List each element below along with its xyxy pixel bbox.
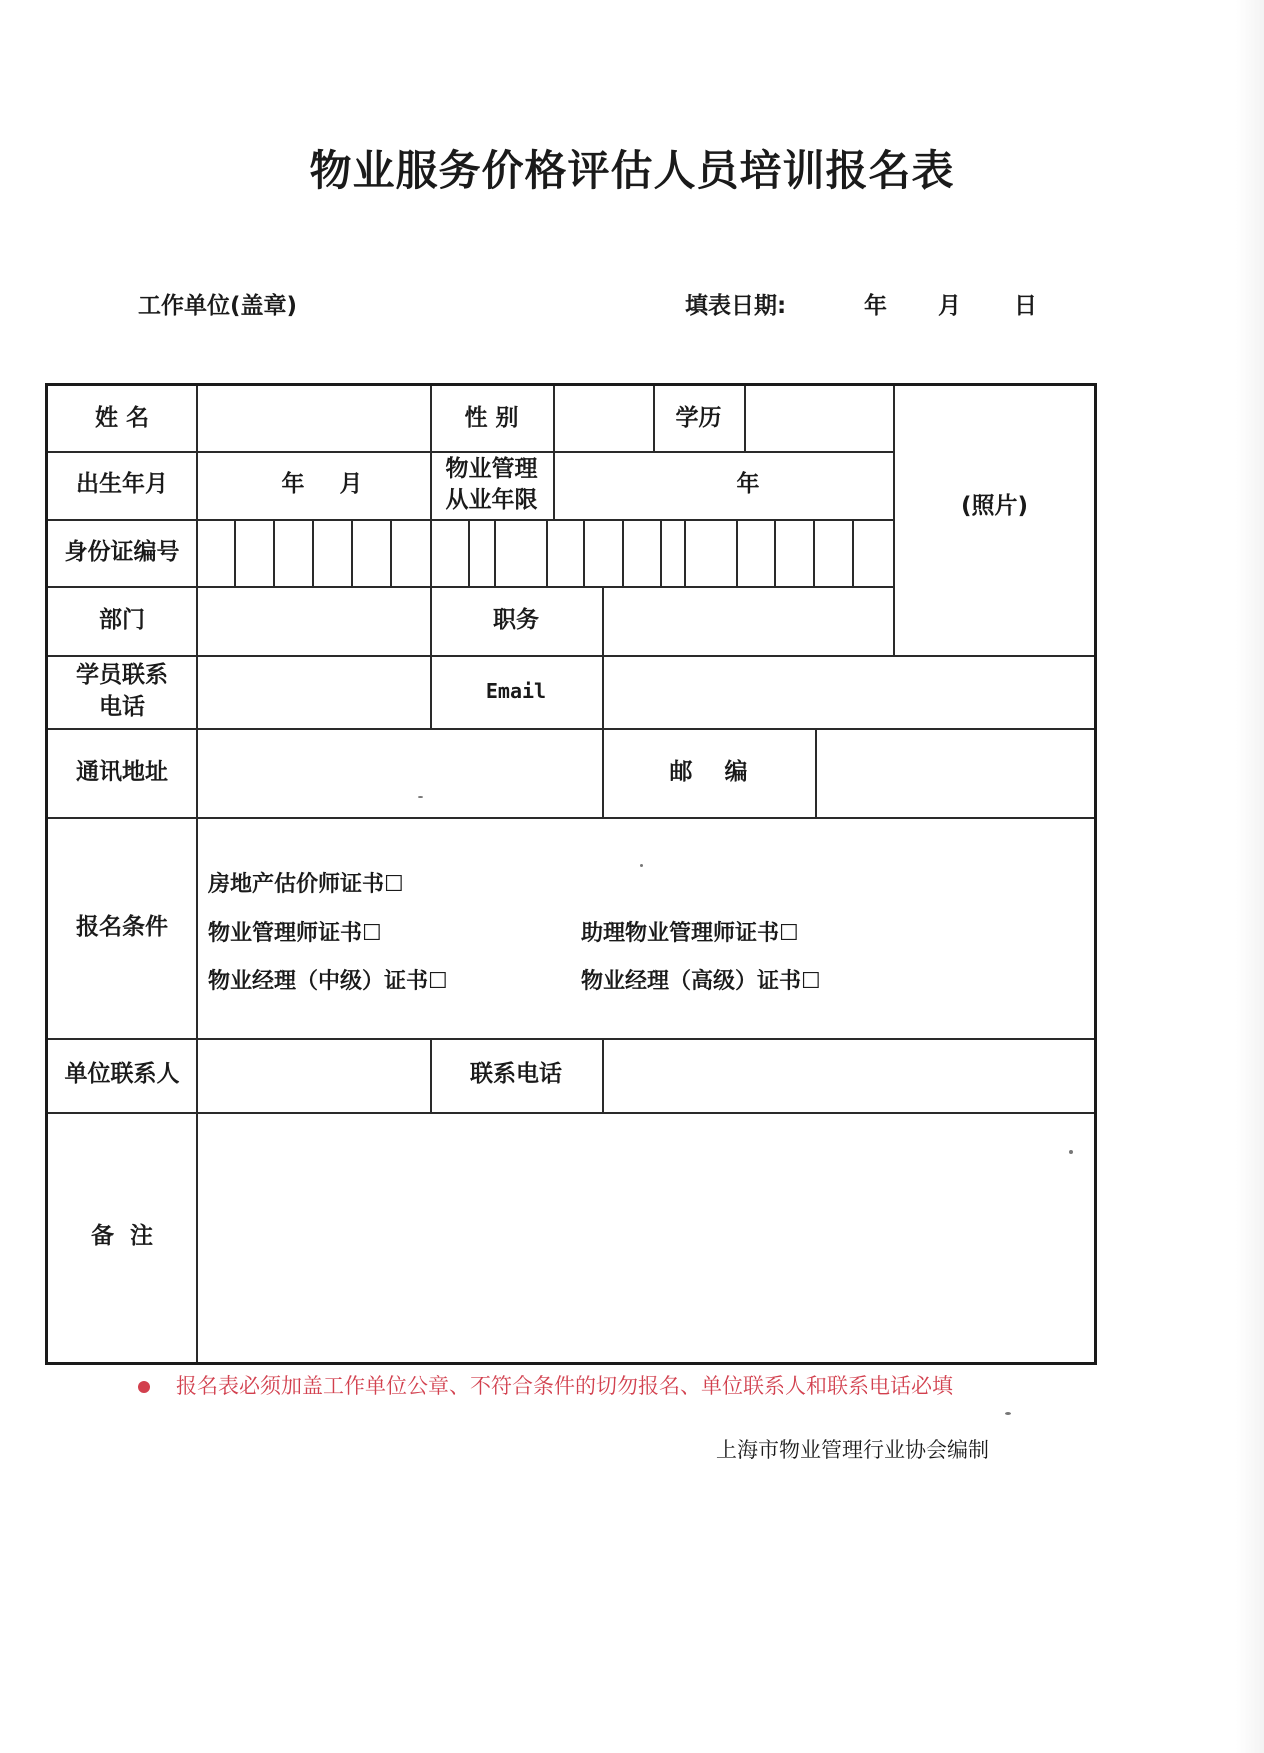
email-field[interactable] [604,655,1094,728]
unit-contact-field[interactable] [198,1038,430,1112]
email-label: Email [485,679,547,703]
fill-date-month: 月 [938,293,961,319]
scan-speck [640,864,643,867]
birth-year-unit: 年 [281,471,305,498]
education-label: 学历 [675,404,722,431]
condition-senior-checkbox[interactable]: 物业经理（高级）证书☐ [581,969,821,994]
postcode-label: 邮 编 [669,758,748,785]
condition-appraiser-checkbox[interactable]: 房地产估价师证书☐ [208,872,404,897]
address-field[interactable] [198,728,602,817]
fill-date-year: 年 [864,293,887,319]
student-phone-field[interactable] [198,655,430,728]
registration-form-table [45,383,1097,1365]
name-field[interactable] [198,386,430,451]
fill-date-label: 填表日期: [685,293,787,319]
requirement-note [138,1370,953,1400]
student-phone-label [48,655,196,728]
address-label: 通讯地址 [76,758,168,785]
contact-phone-label: 联系电话 [470,1061,562,1088]
publisher-footer: 上海市物业管理行业协会编制 [716,1438,989,1462]
position-label: 职务 [493,606,539,633]
student-phone-label-line2: 电话 [99,693,145,720]
birth-month-unit: 月 [339,471,363,498]
education-field[interactable] [746,386,893,451]
position-field[interactable] [604,586,893,655]
remarks-label: 备 注 [90,1223,153,1250]
requirement-note-text: 报名表必须加盖工作单位公章、不符合条件的切勿报名、单位联系人和联系电话必填 [176,1374,953,1398]
work-years-label-line2: 从业年限 [445,487,538,513]
work-years-label [430,451,553,519]
page-edge-shadow [1236,0,1264,1753]
work-unit-label: 工作单位(盖章) [138,293,298,319]
department-field[interactable] [198,586,430,655]
id-number-label: 身份证编号 [64,538,180,565]
scan-speck [418,796,423,798]
scan-speck [1005,1412,1011,1415]
unit-contact-label: 单位联系人 [64,1061,180,1088]
work-years-label-line1: 物业管理 [445,455,538,482]
fill-date-day: 日 [1014,293,1037,319]
contact-phone-field[interactable] [604,1038,1094,1112]
department-label: 部门 [99,606,145,633]
photo-box[interactable]: (照片) [960,492,1029,519]
gender-field[interactable] [555,386,653,451]
student-phone-label-line1: 学员联系 [76,662,168,689]
name-label: 姓 名 [94,404,149,431]
birth-label: 出生年月 [76,471,168,498]
condition-manager-checkbox[interactable]: 物业管理师证书☐ [208,921,382,946]
condition-assistant-manager-checkbox[interactable]: 助理物业管理师证书☐ [581,921,799,946]
remarks-field[interactable] [198,1112,1094,1362]
scan-speck [1069,1150,1073,1154]
bullet-dot-icon [138,1381,150,1393]
conditions-label: 报名条件 [76,913,168,940]
condition-intermediate-checkbox[interactable]: 物业经理（中级）证书☐ [208,969,448,994]
gender-label: 性 别 [464,404,519,431]
postcode-field[interactable] [817,728,1094,817]
form-title: 物业服务价格评估人员培训报名表 [309,146,955,195]
work-years-unit[interactable]: 年 [736,471,760,498]
